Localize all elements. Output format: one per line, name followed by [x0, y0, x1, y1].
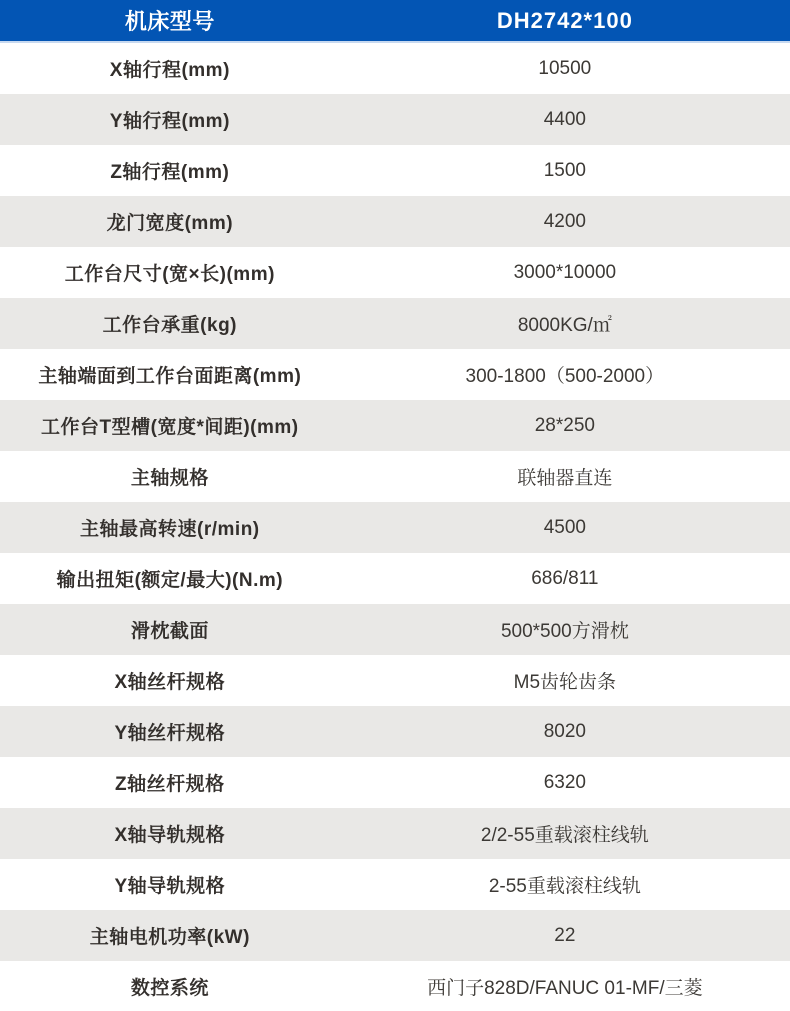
- table-row: [0, 655, 790, 706]
- table-row: [0, 400, 790, 451]
- spec-label: 工作台T型槽(宽度*间距)(mm): [41, 417, 299, 438]
- spec-value: 2/2-55重载滚柱线轨: [480, 825, 649, 846]
- header-model-value: DH2742*100: [496, 7, 633, 33]
- spec-label: 主轴电机功率(kW): [89, 927, 250, 948]
- table-row: [0, 247, 790, 298]
- spec-label: Y轴行程(mm): [109, 111, 230, 132]
- spec-label: X轴行程(mm): [109, 60, 230, 81]
- header-model-label: 机床型号: [124, 9, 215, 34]
- spec-label: X轴导轨规格: [114, 825, 226, 846]
- table-row: [0, 94, 790, 145]
- spec-label: 工作台承重(kg): [102, 315, 237, 336]
- spec-label: Z轴行程(mm): [110, 162, 230, 183]
- table-row: [0, 604, 790, 655]
- spec-value: 10500: [538, 57, 592, 79]
- spec-value: 2-55重载滚柱线轨: [488, 876, 641, 897]
- spec-value: 686/811: [531, 567, 599, 589]
- spec-rows: [0, 43, 790, 1011]
- spec-label: Y轴丝杆规格: [114, 723, 226, 744]
- spec-value: 4200: [543, 210, 586, 232]
- spec-value: 300-1800（500-2000）: [465, 366, 665, 387]
- spec-value: 22: [554, 924, 576, 946]
- spec-label: 主轴最高转速(r/min): [80, 519, 260, 540]
- table-row: [0, 910, 790, 961]
- spec-value: 500*500方滑枕: [500, 621, 629, 642]
- spec-value: 6320: [543, 771, 586, 793]
- spec-label: 数控系统: [130, 978, 209, 999]
- spec-label: X轴丝杆规格: [114, 672, 226, 693]
- spec-label: Y轴导轨规格: [114, 876, 226, 897]
- table-row: [0, 145, 790, 196]
- spec-label: 主轴端面到工作台面距离(mm): [38, 366, 302, 387]
- spec-value: M5齿轮齿条: [513, 672, 617, 693]
- spec-label: 龙门宽度(mm): [106, 213, 234, 234]
- spec-value: 4500: [543, 516, 586, 538]
- spec-value: 28*250: [534, 414, 595, 436]
- table-row: [0, 502, 790, 553]
- spec-label: Z轴丝杆规格: [115, 774, 225, 795]
- table-row: [0, 706, 790, 757]
- spec-value: 1500: [543, 159, 586, 181]
- table-row: [0, 961, 790, 1011]
- table-row: [0, 196, 790, 247]
- spec-value: 8000KG/㎡: [517, 315, 612, 336]
- spec-label: 工作台尺寸(宽×长)(mm): [64, 264, 275, 285]
- table-row: [0, 43, 790, 94]
- spec-value: 西门子828D/FANUC 01-MF/三菱: [427, 978, 703, 999]
- table-row: [0, 451, 790, 502]
- table-header-row: [0, 0, 790, 43]
- spec-label: 滑枕截面: [130, 621, 209, 642]
- table-row: [0, 553, 790, 604]
- spec-value: 4400: [543, 108, 586, 130]
- spec-label: 主轴规格: [130, 468, 209, 489]
- spec-value: 8020: [543, 720, 586, 742]
- spec-label: 输出扭矩(额定/最大)(N.m): [56, 570, 284, 591]
- table-row: [0, 808, 790, 859]
- table-row: [0, 757, 790, 808]
- table-row: [0, 349, 790, 400]
- table-row: [0, 859, 790, 910]
- spec-value: 联轴器直连: [517, 468, 613, 489]
- table-row: [0, 298, 790, 349]
- spec-value: 3000*10000: [513, 261, 617, 283]
